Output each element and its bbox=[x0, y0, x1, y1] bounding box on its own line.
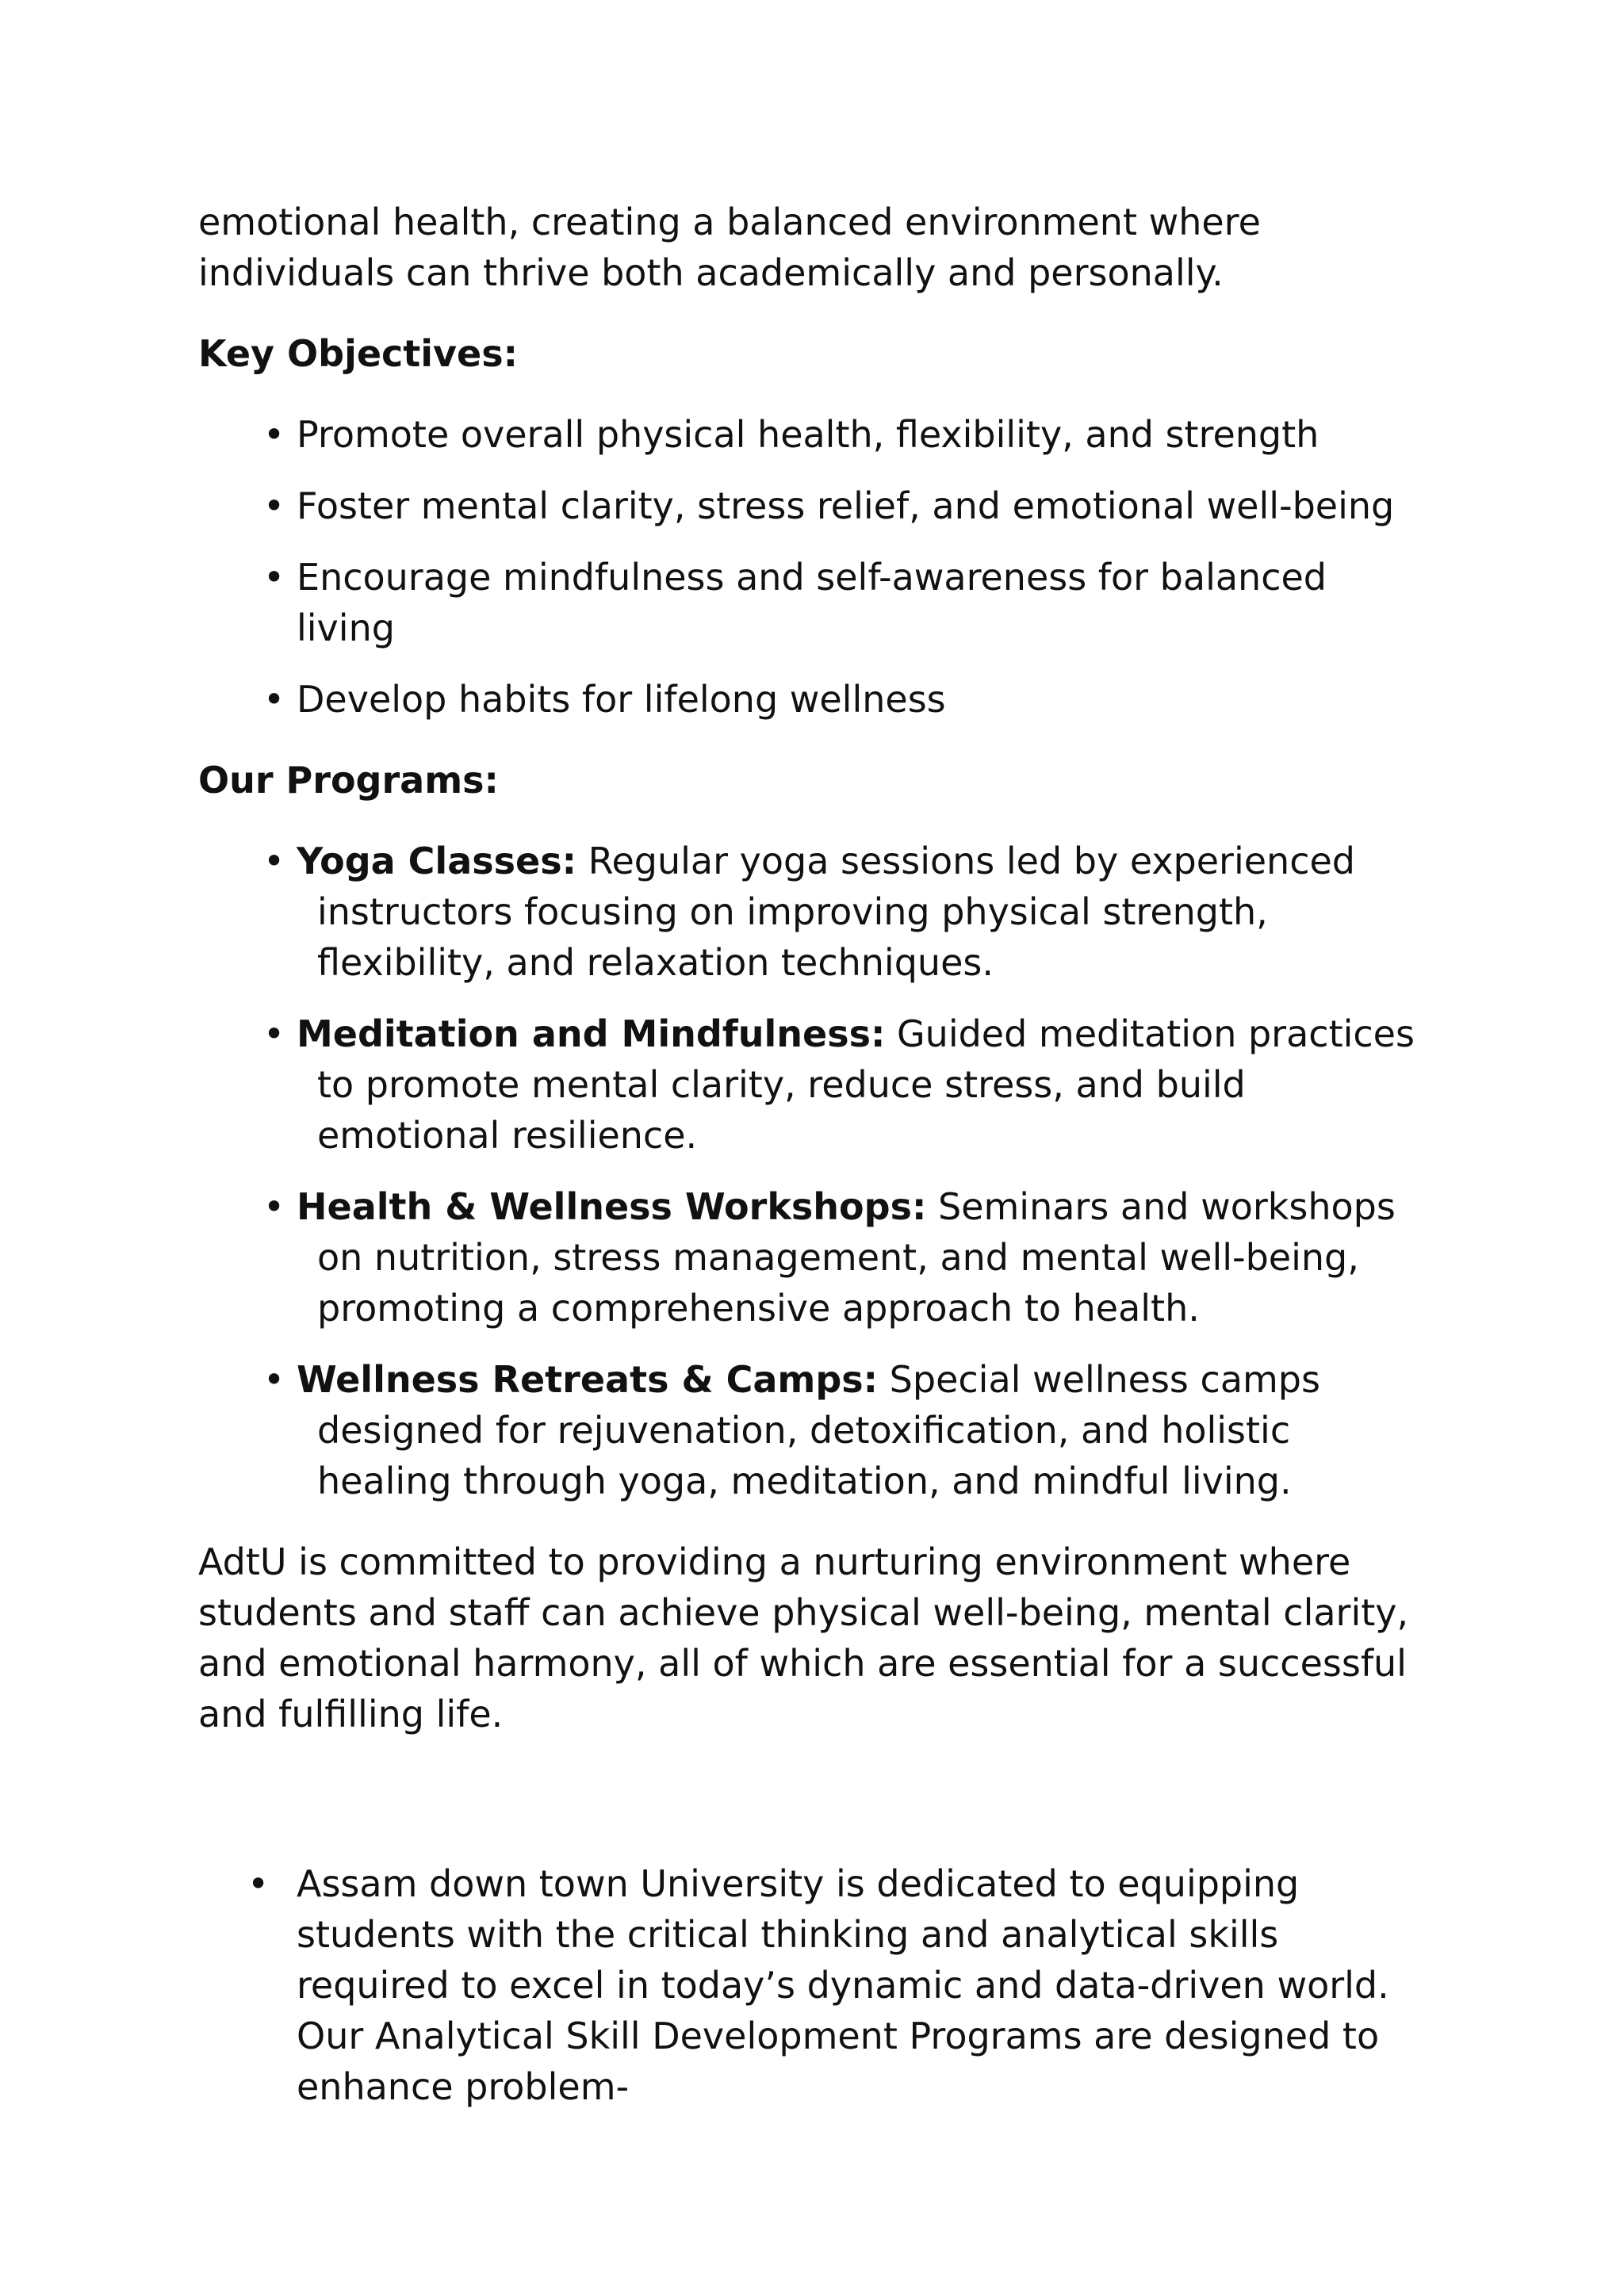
program-title: Wellness Retreats & Camps: bbox=[297, 1358, 879, 1401]
objective-text: Promote overall physical health, flexibility, and strength bbox=[297, 413, 1320, 456]
bullet-icon: • bbox=[263, 556, 285, 599]
program-description: Guided meditation practices to promote mental clarity, reduce stress, and build emotional resilience. bbox=[317, 1012, 1415, 1157]
list-item bbox=[263, 1181, 1435, 1334]
bullet-icon: • bbox=[263, 1012, 285, 1055]
intro-paragraph: emotional health, creating a balanced environment where individuals can thrive both academically and personally. bbox=[198, 201, 1261, 294]
analytical-paragraph: Assam down town University is dedicated to equipping students with the critical thinking and analytical skills required to excel in today’s dynamic and data-driven world. Our Analytical Skill Development Programs are designed to enhance problem- bbox=[297, 1862, 1389, 2108]
closing-paragraph: AdtU is committed to providing a nurturing environment where students and staff can achieve physical well-being, mental clarity, and emotional harmony, all of which are essential for a successful and fulfilling life. bbox=[198, 1540, 1409, 1735]
objective-text: Develop habits for lifelong wellness bbox=[297, 678, 946, 721]
objectives-heading: Key Objectives: bbox=[198, 332, 519, 375]
list-item bbox=[263, 480, 1435, 531]
bullet-icon: • bbox=[263, 840, 285, 882]
program-title: Yoga Classes: bbox=[297, 840, 576, 882]
bullet-icon: • bbox=[263, 413, 285, 456]
list-item bbox=[263, 409, 1435, 460]
programs-heading: Our Programs: bbox=[198, 759, 499, 802]
list-item bbox=[263, 1008, 1435, 1161]
list-item bbox=[263, 552, 1435, 653]
program-description: Special wellness camps designed for rejuvenation, detoxification, and holistic healing through yoga, meditation, and mindful living. bbox=[317, 1358, 1320, 1502]
program-title: Meditation and Mindfulness: bbox=[297, 1012, 886, 1055]
program-description: Regular yoga sessions led by experienced instructors focusing on improving physical strength, flexibility, and relaxation techniques. bbox=[317, 840, 1355, 984]
bullet-icon: • bbox=[263, 1358, 285, 1401]
objective-text: Encourage mindfulness and self-awareness for balanced living bbox=[297, 556, 1327, 649]
bullet-icon: • bbox=[263, 678, 285, 721]
list-item bbox=[263, 836, 1435, 988]
objectives-list bbox=[263, 409, 1435, 725]
programs-list bbox=[263, 836, 1435, 1506]
bullet-icon: • bbox=[263, 484, 285, 527]
program-description: Seminars and workshops on nutrition, stress management, and mental well-being, promoting a comprehensive approach to health. bbox=[317, 1185, 1396, 1330]
wellness-section bbox=[198, 197, 1435, 1739]
analytical-skills-item bbox=[247, 1858, 1423, 2112]
program-title: Health & Wellness Workshops: bbox=[297, 1185, 927, 1228]
bullet-icon: • bbox=[247, 1862, 270, 1905]
list-item bbox=[263, 674, 1435, 725]
objective-text: Foster mental clarity, stress relief, and emotional well-being bbox=[297, 484, 1395, 527]
bullet-icon: • bbox=[263, 1185, 285, 1228]
list-item bbox=[263, 1354, 1435, 1506]
